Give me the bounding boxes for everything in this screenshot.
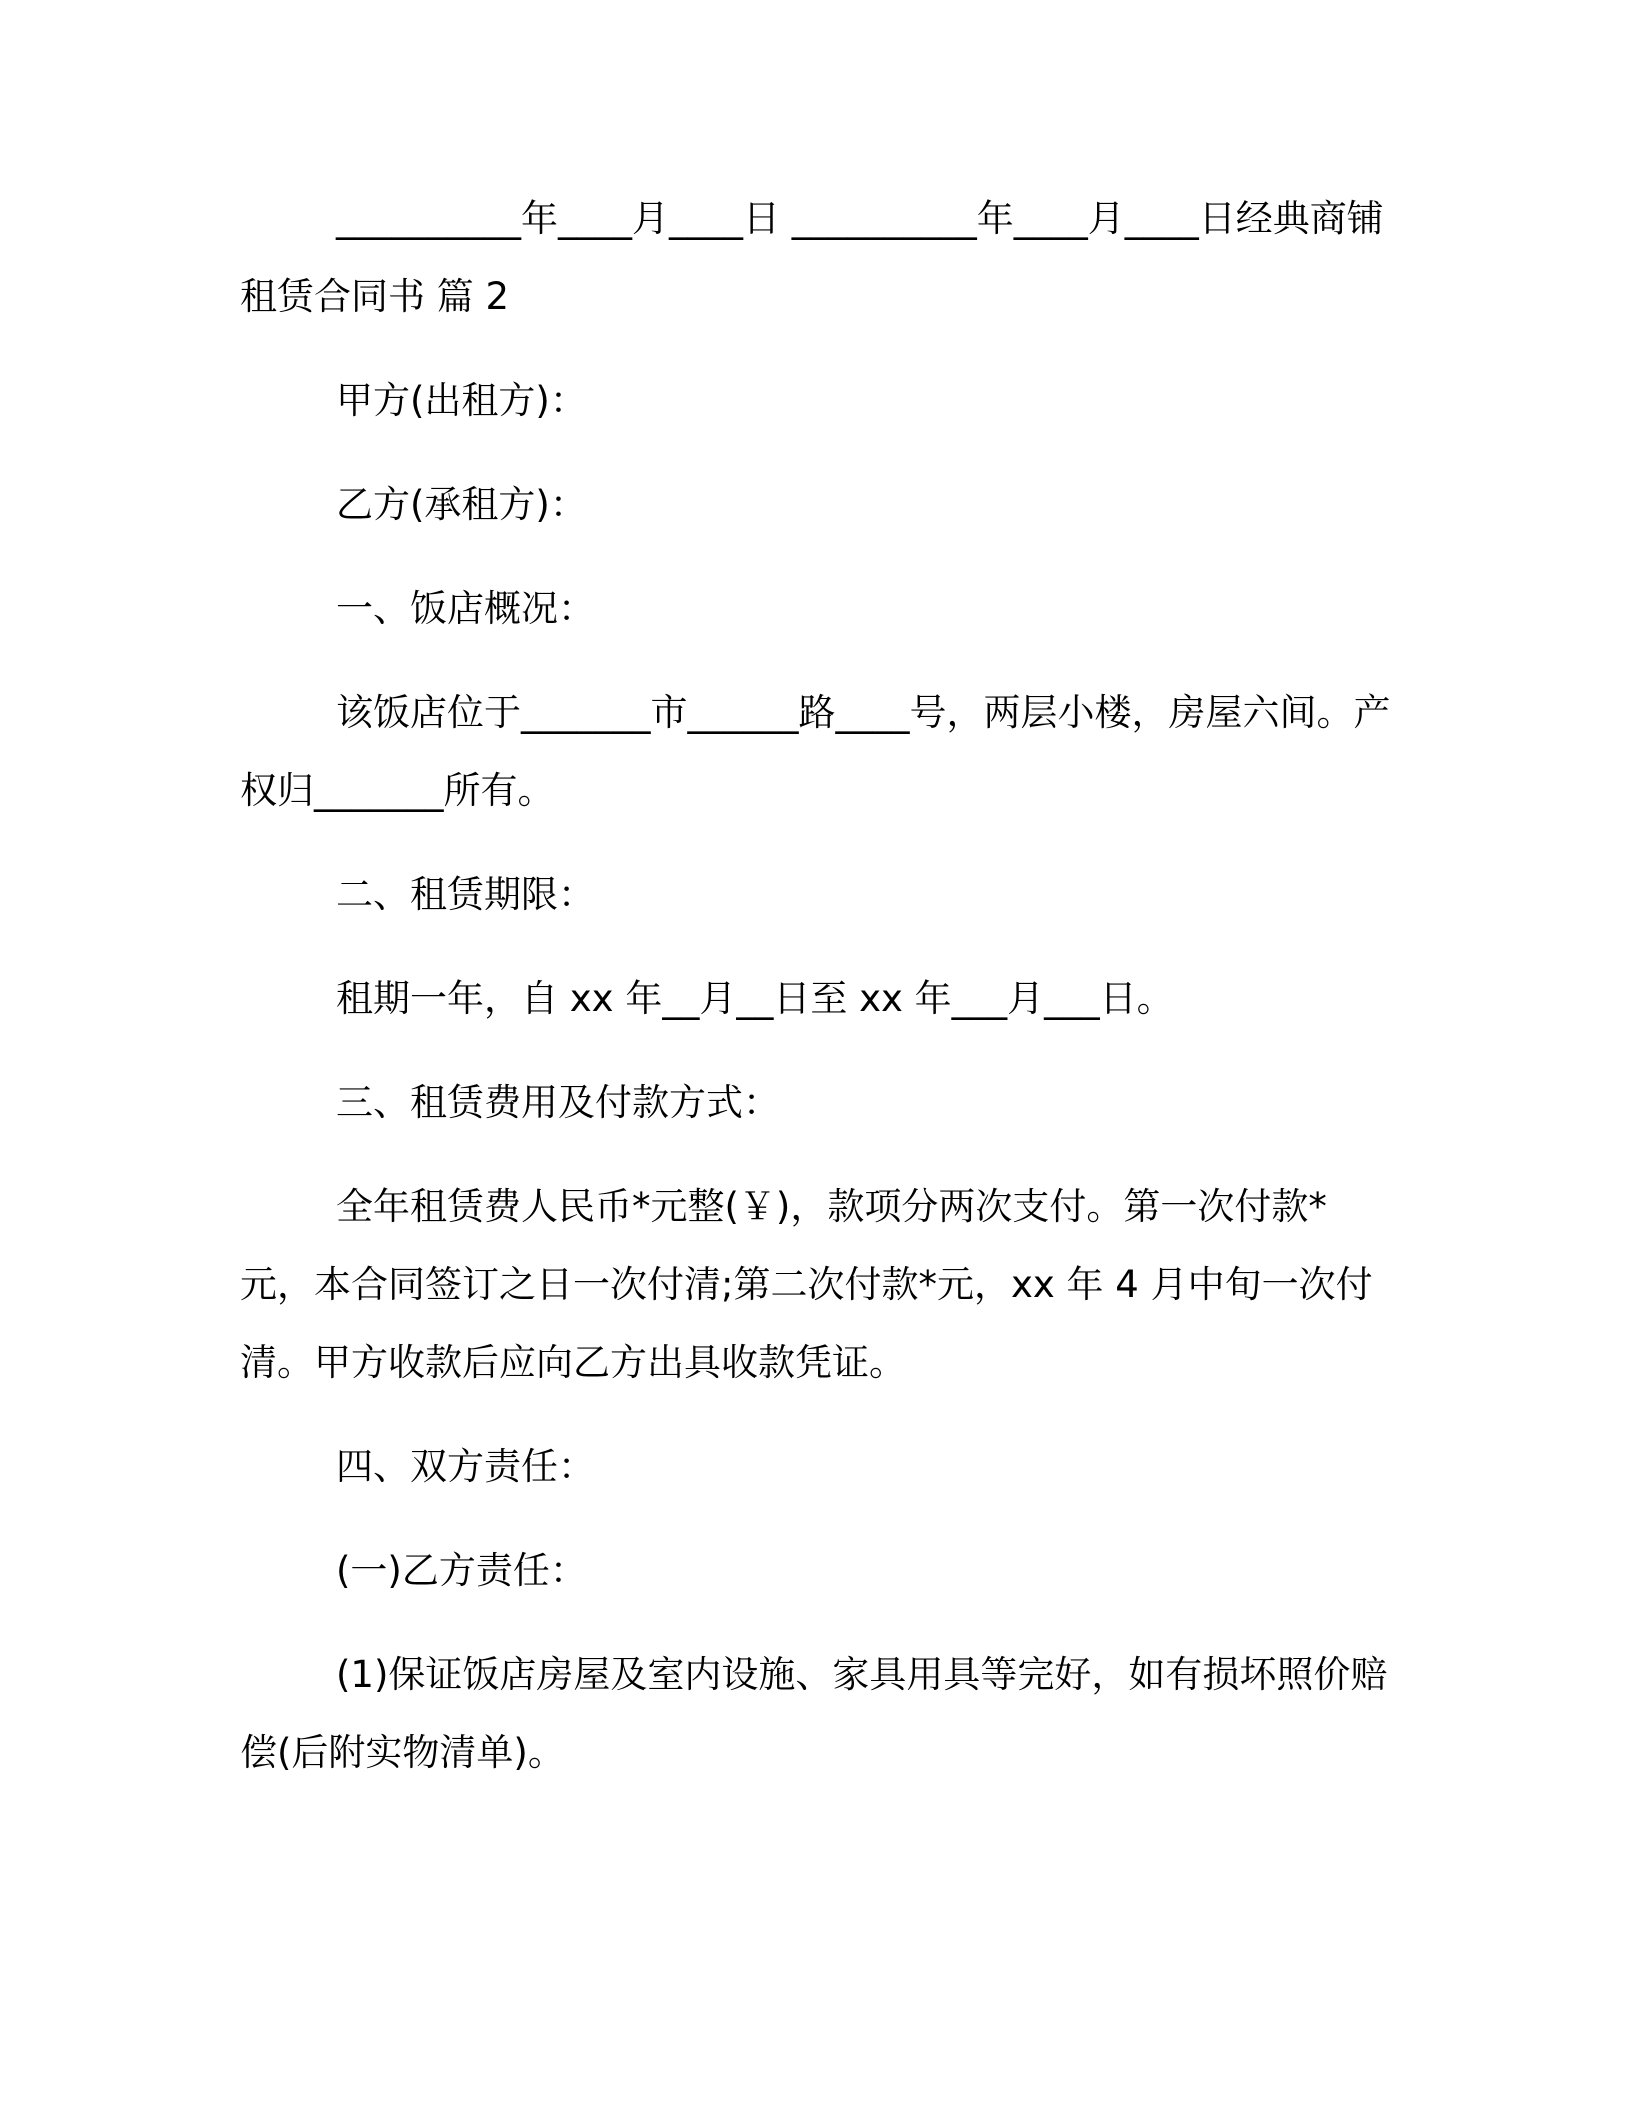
party-b-responsibility-heading: (一)乙方责任：	[336, 1549, 587, 1592]
party-b-line: 乙方(承租方)：	[336, 483, 587, 526]
section-two-heading: 二、租赁期限：	[336, 873, 595, 916]
party-a-line: 甲方(出租方)：	[336, 379, 587, 422]
date-signature-and-title-line: __________年____月____日 __________年____月____日经典商铺租赁合同书 篇 2	[240, 197, 1384, 318]
document-body	[240, 180, 1400, 1818]
section-one-heading: 一、饭店概况：	[336, 587, 595, 630]
section-two-content: 租期一年，自 xx 年__月__日至 xx 年___月___日。	[336, 977, 1174, 1020]
section-one-content: 该饭店位于_______市______路____号，两层小楼，房屋六间。产权归_______所有。	[240, 691, 1391, 812]
section-four-heading: 四、双方责任：	[336, 1445, 595, 1488]
section-three-content: 全年租赁费人民币*元整(￥)，款项分两次支付。第一次付款*元，本合同签订之日一次付清;第二次付款*元，xx 年 4 月中旬一次付清。甲方收款后应向乙方出具收款凭证。	[240, 1185, 1373, 1384]
section-three-heading: 三、租赁费用及付款方式：	[336, 1081, 780, 1124]
responsibility-item-one: (1)保证饭店房屋及室内设施、家具用具等完好，如有损坏照价赔偿(后附实物清单)。	[240, 1653, 1388, 1774]
